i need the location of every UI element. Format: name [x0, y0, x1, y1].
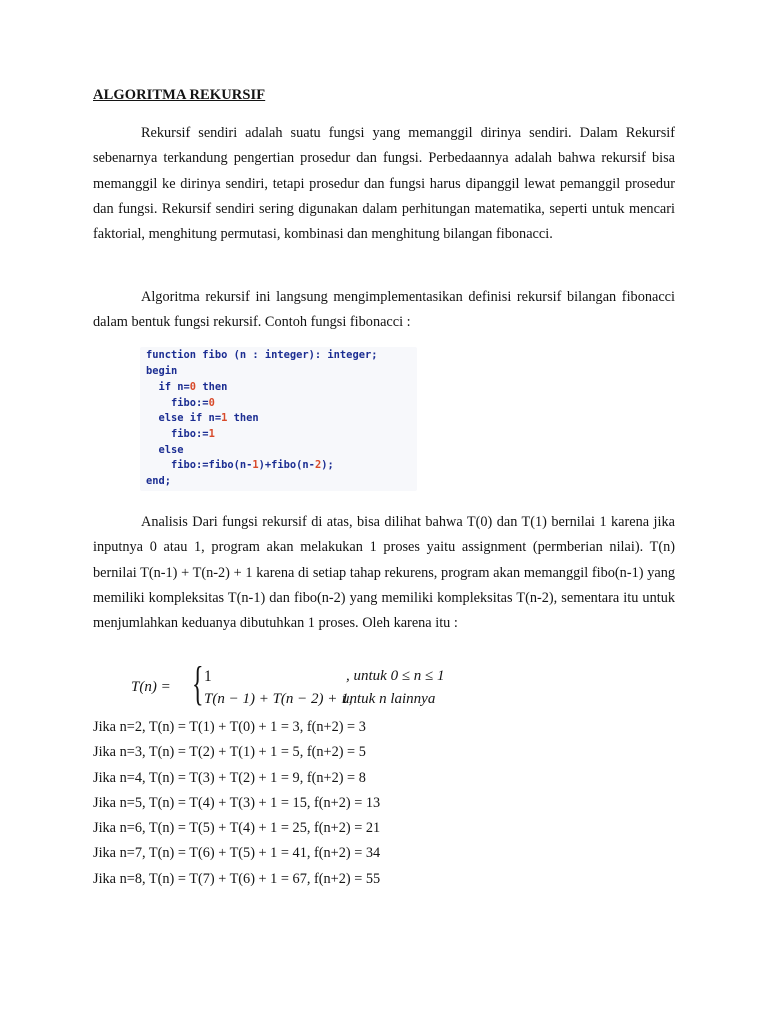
code-line	[146, 381, 227, 393]
code-token: then	[227, 412, 259, 424]
case-line: Jika n=4, T(n) = T(3) + T(2) + 1 = 9, f(n+2) = 8	[93, 769, 366, 786]
code-token: else	[146, 444, 184, 456]
paragraph-complexity-analysis: Analisis Dari fungsi rekursif di atas, bisa dilihat bahwa T(0) dan T(1) bernilai 1 karena jika inputnya 0 atau 1, program akan melakukan 1 proses yaitu assignment (permberian nilai). T(n) bernilai T(n-1) + T(n-2) + 1 karena di setiap tahap rekurens, program akan memanggil fibo(n-1) yang memiliki kompleksitas T(n-1) dan fibo(n-2) yang memiliki kompleksitas T(n-2), sementara itu untuk menjumlahkan keduanya dibutuhkan 1 proses. Oleh karena itu :	[93, 514, 675, 632]
code-token: )+fibo(n-	[258, 459, 315, 471]
formula-brace: {	[192, 657, 204, 710]
code-line	[146, 412, 259, 424]
code-line	[146, 365, 177, 377]
paragraph-fibonacci-intro: Algoritma rekursif ini langsung mengimplementasikan definisi rekursif bilangan fibonacci dalam bentuk fungsi rekursif. Contoh fungsi fibonacci :	[93, 289, 675, 331]
code-token: );	[321, 459, 334, 471]
recurrence-formula	[131, 657, 451, 714]
code-token: then	[196, 381, 228, 393]
code-token: function fibo (n : integer): integer;	[146, 349, 378, 361]
code-number: 0	[189, 381, 197, 393]
formula-case1-value: 1	[204, 668, 212, 685]
formula-lhs: T(n) =	[131, 679, 171, 695]
formula-case2-value: T(n − 1) + T(n − 2) + 1,	[204, 691, 353, 707]
formula-case1-condition: , untuk 0 ≤ n ≤ 1	[346, 668, 445, 684]
paragraph-recursion-definition: Rekursif sendiri adalah suatu fungsi yang memanggil dirinya sendiri. Dalam Rekursif sebenarnya terkandung pengertian prosedur dan fungsi. Perbedaannya adalah bahwa rekursif bisa memanggil ke dirinya sendiri, tetapi prosedur dan fungsi harus dipanggil lewat pemanggil prosedur dan fungsi. Rekursif sendiri sering digunakan dalam perhitungan matematika, seperti untuk mencari faktorial, menghitung permutasi, kombinasi dan menghitung bilangan fibonacci.	[93, 125, 675, 243]
code-token: if n=	[146, 381, 190, 393]
formula-case2-condition: untuk n lainnya	[342, 691, 436, 707]
code-number: 0	[208, 397, 215, 409]
code-token: fibo:=fibo(n-	[146, 459, 253, 471]
case-line: Jika n=8, T(n) = T(7) + T(6) + 1 = 67, f(n+2) = 55	[93, 870, 381, 887]
code-number: 1	[208, 428, 215, 440]
code-line	[146, 459, 334, 471]
code-line	[146, 349, 377, 361]
example-cases-list	[93, 715, 675, 892]
fibonacci-code-image	[140, 347, 417, 491]
case-line: Jika n=2, T(n) = T(1) + T(0) + 1 = 3, f(n+2) = 3	[93, 719, 366, 735]
code-line	[146, 444, 184, 456]
code-line	[146, 428, 215, 440]
case-line: Jika n=3, T(n) = T(2) + T(1) + 1 = 5, f(n+2) = 5	[93, 744, 366, 761]
code-number: 1	[221, 412, 228, 424]
code-token: begin	[146, 365, 178, 377]
code-token: fibo:=	[146, 397, 209, 409]
case-line: Jika n=6, T(n) = T(5) + T(4) + 1 = 25, f(n+2) = 21	[93, 820, 381, 837]
case-line: Jika n=7, T(n) = T(6) + T(5) + 1 = 41, f(n+2) = 34	[93, 845, 381, 862]
code-line	[146, 475, 171, 487]
code-line	[146, 397, 215, 409]
code-token: fibo:=	[146, 428, 209, 440]
code-token: else if n=	[146, 412, 222, 424]
case-line: Jika n=5, T(n) = T(4) + T(3) + 1 = 15, f(n+2) = 13	[93, 794, 381, 811]
document-title: ALGORITMA REKURSIF	[93, 87, 266, 103]
code-token: end;	[146, 475, 172, 487]
code-number: 2	[314, 459, 322, 471]
code-number: 1	[252, 459, 259, 471]
